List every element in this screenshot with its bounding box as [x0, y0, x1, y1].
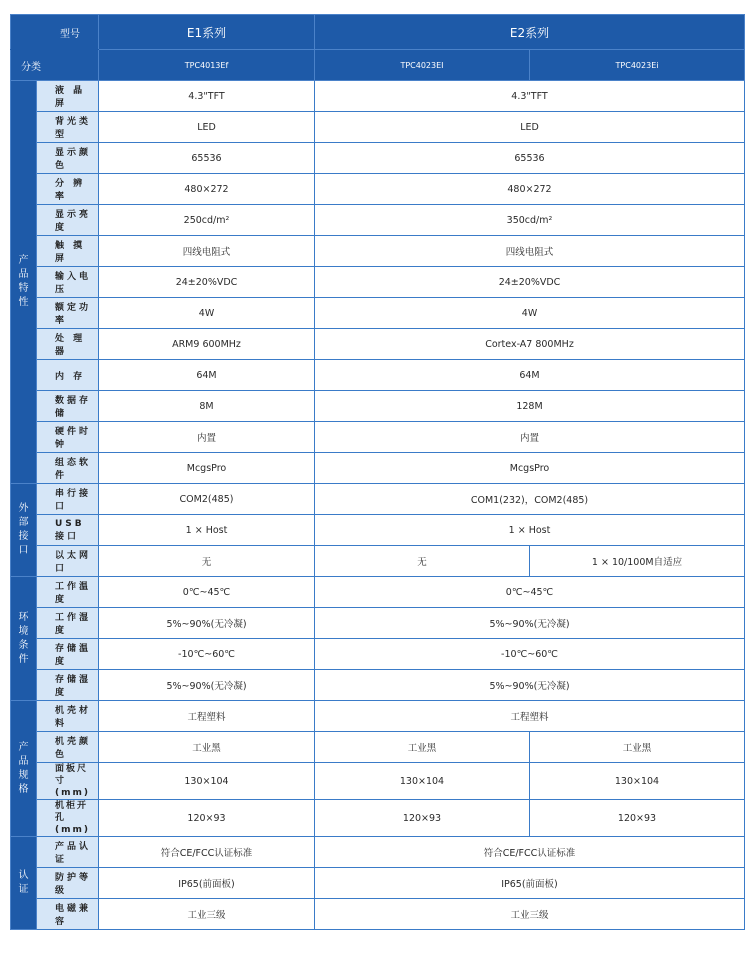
- e2-value: 5%~90%(无冷凝): [315, 670, 745, 701]
- e1-value: ARM9 600MHz: [99, 329, 315, 360]
- e1-series-header: E1系列: [99, 15, 315, 50]
- row-label: 防护等级: [37, 868, 99, 899]
- e1-value: 工程塑料: [99, 701, 315, 732]
- spec-table: [10, 14, 745, 930]
- row-label: 硬件时钟: [37, 422, 99, 453]
- e1-value: 4.3"TFT: [99, 81, 315, 112]
- e2-value: Cortex-A7 800MHz: [315, 329, 745, 360]
- e1-value: COM2(485): [99, 484, 315, 515]
- e1-value: 4W: [99, 298, 315, 329]
- e1-value: 0℃~45℃: [99, 577, 315, 608]
- model-tpc4023el: TPC4023EI: [315, 50, 530, 81]
- row-label: 存储温度: [37, 639, 99, 670]
- e2-value: 0℃~45℃: [315, 577, 745, 608]
- row-label: 内 存: [37, 360, 99, 391]
- row-label: 机壳材料: [37, 701, 99, 732]
- row-label: 液 晶 屏: [37, 81, 99, 112]
- spec-table-container: [10, 14, 744, 930]
- row-label: 电磁兼容: [37, 899, 99, 930]
- e2-value: 350cd/m²: [315, 205, 745, 236]
- e2-value: 四线电阻式: [315, 236, 745, 267]
- e2-value: -10℃~60℃: [315, 639, 745, 670]
- row-label: 显示亮度: [37, 205, 99, 236]
- e2-value: 24±20%VDC: [315, 267, 745, 298]
- category-certification: [11, 837, 37, 930]
- row-label: 工作湿度: [37, 608, 99, 639]
- model-header-label: 型号: [11, 15, 99, 50]
- row-label: 处 理 器: [37, 329, 99, 360]
- e1-value: 250cd/m²: [99, 205, 315, 236]
- e2-value: 1 × Host: [315, 515, 745, 546]
- e2-ei-value: 130×104: [530, 763, 745, 800]
- row-label: 分 辨 率: [37, 174, 99, 205]
- row-label: 面板尺寸 (mm): [37, 763, 99, 800]
- category-label: 环 境 条 件: [18, 611, 29, 665]
- category-environment: [11, 577, 37, 701]
- e2-value: 480×272: [315, 174, 745, 205]
- category-label: 认 证: [18, 870, 29, 895]
- category-label: 产 品 特 性: [18, 255, 29, 308]
- e1-value: -10℃~60℃: [99, 639, 315, 670]
- category-header-label: 分类: [11, 50, 99, 81]
- e2-series-header: E2系列: [315, 15, 745, 50]
- e2-el-value: 工业黑: [315, 732, 530, 763]
- category-label: 外 部 接 口: [18, 503, 29, 556]
- e1-value: 130×104: [99, 763, 315, 800]
- row-label: 产品认证: [37, 837, 99, 868]
- e2-value: 64M: [315, 360, 745, 391]
- model-tpc4013ef: TPC4013Ef: [99, 50, 315, 81]
- e2-value: 4W: [315, 298, 745, 329]
- category-external-interfaces: [11, 484, 37, 577]
- e2-value: 5%~90%(无冷凝): [315, 608, 745, 639]
- e1-value: 120×93: [99, 800, 315, 837]
- e2-value: 内置: [315, 422, 745, 453]
- row-label: 机柜开孔 (mm): [37, 800, 99, 837]
- row-label: 触 摸 屏: [37, 236, 99, 267]
- e2-el-value: 无: [315, 546, 530, 577]
- e1-value: McgsPro: [99, 453, 315, 484]
- e1-value: 5%~90%(无冷凝): [99, 608, 315, 639]
- e2-ei-value: 工业黑: [530, 732, 745, 763]
- category-label: 产 品 规 格: [18, 741, 29, 795]
- row-label: 机壳颜色: [37, 732, 99, 763]
- row-label: 组态软件: [37, 453, 99, 484]
- row-label: 额定功率: [37, 298, 99, 329]
- row-label: USB 接口: [37, 515, 99, 546]
- row-label: 工作温度: [37, 577, 99, 608]
- e1-value: 工业三级: [99, 899, 315, 930]
- e1-value: 无: [99, 546, 315, 577]
- row-label: 显示颜色: [37, 143, 99, 174]
- e2-value: IP65(前面板): [315, 868, 745, 899]
- row-label: 串行接口: [37, 484, 99, 515]
- e1-value: LED: [99, 112, 315, 143]
- e1-value: IP65(前面板): [99, 868, 315, 899]
- row-label: 存储湿度: [37, 670, 99, 701]
- e1-value: 64M: [99, 360, 315, 391]
- category-product-features: [11, 81, 37, 484]
- row-label: 输入电压: [37, 267, 99, 298]
- e2-value: 工业三级: [315, 899, 745, 930]
- row-label: 以太网口: [37, 546, 99, 577]
- e2-value: 65536: [315, 143, 745, 174]
- e2-el-value: 130×104: [315, 763, 530, 800]
- e1-value: 8M: [99, 391, 315, 422]
- e2-ei-value: 1 × 10/100M自适应: [530, 546, 745, 577]
- e2-value: 工程塑料: [315, 701, 745, 732]
- e2-value: McgsPro: [315, 453, 745, 484]
- e2-value: 128M: [315, 391, 745, 422]
- e2-el-value: 120×93: [315, 800, 530, 837]
- e1-value: 480×272: [99, 174, 315, 205]
- e2-value: COM1(232)，COM2(485): [315, 484, 745, 515]
- e1-value: 24±20%VDC: [99, 267, 315, 298]
- e2-value: 符合CE/FCC认证标准: [315, 837, 745, 868]
- row-label: 背光类型: [37, 112, 99, 143]
- row-label: 数据存储: [37, 391, 99, 422]
- e2-value: LED: [315, 112, 745, 143]
- e1-value: 1 × Host: [99, 515, 315, 546]
- e1-value: 四线电阻式: [99, 236, 315, 267]
- e1-value: 65536: [99, 143, 315, 174]
- e1-value: 内置: [99, 422, 315, 453]
- model-tpc4023ei: TPC4023Ei: [530, 50, 745, 81]
- e1-value: 工业黑: [99, 732, 315, 763]
- e1-value: 5%~90%(无冷凝): [99, 670, 315, 701]
- e1-value: 符合CE/FCC认证标准: [99, 837, 315, 868]
- e2-value: 4.3"TFT: [315, 81, 745, 112]
- e2-ei-value: 120×93: [530, 800, 745, 837]
- category-product-spec: [11, 701, 37, 837]
